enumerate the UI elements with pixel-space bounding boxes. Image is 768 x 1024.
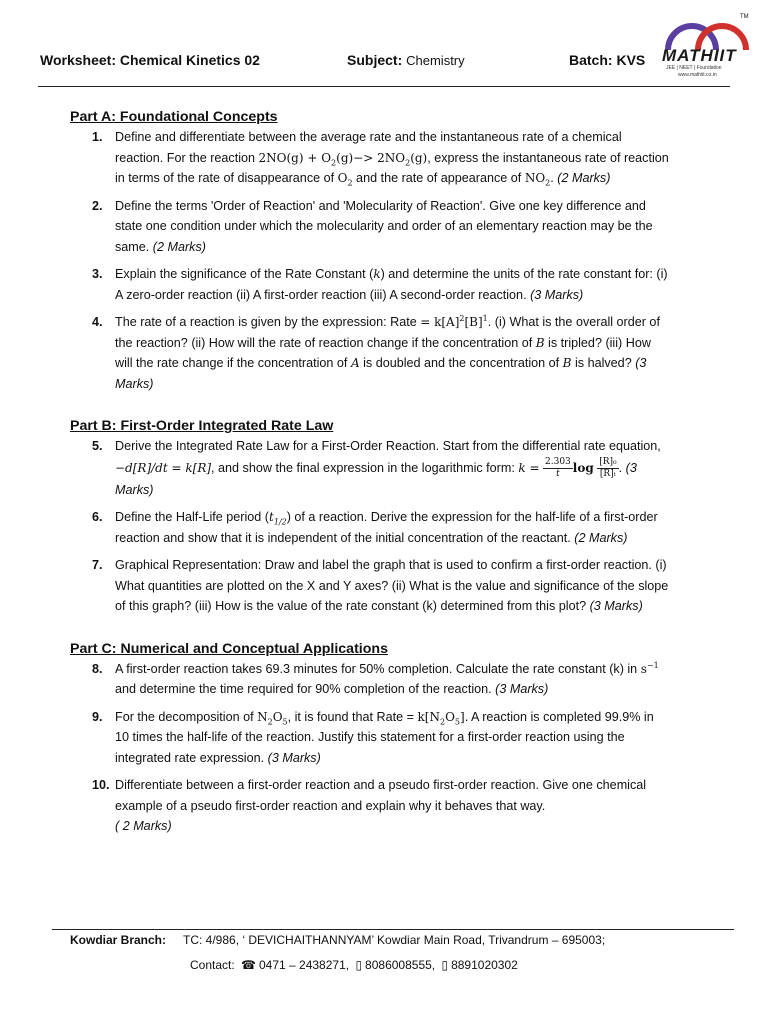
- marks-label: (3 Marks): [495, 682, 549, 696]
- reaction-equation: [259, 151, 428, 165]
- batch-label: Batch:: [569, 52, 613, 68]
- branch-address: TC: 4/986, ‘ DEVICHAITHANNYAM’ Kowdiar Main Road, Trivandrum – 695003;: [183, 933, 606, 947]
- n2o5-formula: [257, 710, 288, 724]
- question-text: is halved?: [571, 356, 636, 370]
- mathiit-logo: [660, 12, 760, 82]
- eq-subscript: 2: [545, 178, 551, 188]
- marks-label: (3 Marks): [267, 750, 321, 765]
- eq-part: = k[A]: [420, 315, 460, 329]
- k-equals: k =: [518, 460, 540, 475]
- question-text: Graphical Representation: Draw and label the graph that is used to confirm a first-order reaction. (i) What quantities are plotted on the X and Y axes? (ii) What is the value and significance of the slope of this graph? (iii) How is the value of the rate constant (k) determined from this plot?: [115, 558, 669, 613]
- subject: [347, 52, 465, 68]
- fraction-numerator: 2.303: [545, 456, 571, 467]
- question-number: 1.: [92, 130, 103, 144]
- o2-formula: [337, 171, 353, 188]
- question-number: 4.: [92, 315, 103, 329]
- question-number: 8.: [92, 661, 103, 676]
- part-c-title: Part C: Numerical and Conceptual Applications: [70, 640, 388, 657]
- eq-part: O: [445, 709, 455, 724]
- question-2: [70, 196, 670, 258]
- branch-label: Kowdiar Branch:: [70, 933, 167, 947]
- eq-subscript: 2: [267, 716, 273, 726]
- question-text: Derive the Integrated Rate Law for a First-Order Reaction. Start from the differential rate equation,: [115, 439, 661, 453]
- logo-brand: MATHIIT: [662, 46, 737, 65]
- marks-label: (2 Marks): [574, 530, 628, 545]
- differential-equation: −d[R]/dt = k[R]: [115, 460, 212, 475]
- fraction-denominator: [R]ₜ: [599, 468, 616, 479]
- marks-label: (3 Marks): [115, 460, 637, 497]
- marks-label: (3 Marks): [115, 356, 647, 391]
- question-text: Define the terms 'Order of Reaction' and 'Molecularity of Reaction'. Give one key difference and state one condition under which the molecularity and order of an elementary reaction may be the same.: [115, 198, 653, 254]
- mobile-phone-icon: ▯: [441, 958, 449, 972]
- question-number: 5.: [92, 439, 103, 453]
- question-text: Define and differentiate between the average rate and the instantaneous rate of a chemical reaction. For the reaction: [115, 130, 622, 165]
- question-text: . A reaction is completed 99.9% in 10 times the half-life of the reaction. Justify this statement for a first-order reaction using the integrated rate expression.: [115, 709, 654, 765]
- question-number: 10.: [92, 778, 110, 792]
- eq-superscript: 2: [459, 314, 465, 323]
- subject-label: Subject:: [347, 52, 403, 68]
- part-a-title: Part A: Foundational Concepts: [70, 109, 278, 125]
- question-text: Differentiate between a first-order reaction and a pseudo first-order reaction. Give one chemical example of a pseudo first-order reaction and explain why it behaves that way.: [115, 778, 647, 813]
- footer-divider: [52, 929, 734, 930]
- eq-part: O: [337, 171, 348, 185]
- question-number: 2.: [92, 198, 103, 213]
- eq-part: (g)−> 2NO: [336, 150, 406, 165]
- question-text: A first-order reaction takes 69.3 minutes for 50% completion. Calculate the rate constant (k) in: [115, 661, 641, 676]
- fraction-denominator: t: [556, 468, 560, 479]
- worksheet-label: Worksheet:: [40, 52, 116, 68]
- marks-label: (2 Marks): [152, 239, 206, 254]
- eq-superscript: −1: [646, 660, 659, 670]
- worksheet-value: Chemical Kinetics 02: [119, 52, 260, 68]
- eq-part: ]: [460, 709, 465, 724]
- eq-part: [B]: [464, 315, 483, 329]
- eq-subscript: 2: [439, 716, 446, 726]
- question-text: , it is found that Rate =: [287, 709, 418, 724]
- eq-subscript: 2: [331, 157, 337, 167]
- question-text: Explain the significance of the Rate Constant (: [115, 267, 374, 281]
- question-text: and the rate of appearance of: [352, 171, 525, 185]
- question-text: is tripled? (iii) How will the rate change if the concentration of: [115, 335, 651, 370]
- header-divider: [38, 86, 730, 87]
- eq-part: N: [257, 709, 268, 724]
- rate-law: [418, 710, 465, 724]
- question-4: [70, 312, 670, 394]
- question-number: 3.: [92, 267, 103, 281]
- worksheet-content: [70, 108, 670, 844]
- question-text: .: [618, 460, 626, 475]
- b-symbol: B: [562, 356, 572, 370]
- question-9: [70, 707, 670, 769]
- question-text: The rate of a reaction is given by the expression: Rate: [115, 315, 421, 329]
- logo-tagline: JEE | NEET | Foundation: [666, 65, 722, 71]
- question-text: ) and determine the units of the rate constant for: (i) A zero-order reaction (ii) A first-order reaction (iii) A second-order reaction.: [115, 267, 668, 302]
- question-number: 6.: [92, 510, 103, 524]
- fraction-numerator: [R]₀: [599, 456, 617, 467]
- b-symbol: B: [535, 335, 545, 350]
- telephone-icon: ☎: [241, 958, 256, 972]
- marks-label: (3 Marks): [589, 599, 643, 613]
- batch: [569, 52, 645, 68]
- part-b-title: Part B: First-Order Integrated Rate Law: [70, 418, 334, 434]
- question-10: [70, 775, 670, 837]
- question-text: and determine the time required for 90% completion of the reaction.: [115, 682, 496, 696]
- no2-formula: [524, 171, 551, 188]
- eq-part: k[N: [417, 709, 440, 724]
- half-life-symbol: [269, 510, 287, 527]
- question-text: For the decomposition of: [115, 709, 258, 724]
- question-7: [70, 555, 670, 617]
- eq-part: 2NO(g) + O: [258, 150, 332, 165]
- question-text: .: [550, 171, 558, 185]
- question-1: [70, 127, 670, 189]
- question-text: , and show the final expression in the logarithmic form:: [211, 460, 519, 475]
- log-operator: log: [572, 460, 594, 475]
- eq-part: NO: [524, 171, 546, 185]
- fraction-2303-over-t: [543, 457, 573, 480]
- phone-mobile-2: 8891020302: [451, 958, 518, 972]
- trademark: TM: [740, 14, 749, 20]
- unit-per-second: [641, 662, 659, 676]
- contact-line: [190, 958, 518, 972]
- phone-mobile-1: 8086008555,: [365, 958, 436, 972]
- rate-expression: [420, 315, 488, 329]
- eq-subscript: 1/2: [273, 517, 287, 527]
- eq-subscript: 2: [405, 157, 411, 167]
- question-text: , express the instantaneous rate of reaction in terms of the rate of disappearance of: [115, 150, 669, 185]
- question-5: [70, 436, 670, 500]
- question-number: 7.: [92, 558, 103, 572]
- eq-part: t: [269, 510, 274, 524]
- eq-part: s: [640, 661, 647, 676]
- question-text: ) of a reaction. Derive the expression for the half-life of a first-order reaction and show that it is independent of the initial concentration of the reactant.: [115, 510, 658, 545]
- worksheet-title: [40, 52, 260, 68]
- eq-superscript: 1: [482, 314, 488, 323]
- question-text: Define the Half-Life period (: [115, 510, 270, 524]
- question-6: [70, 507, 670, 548]
- question-text: is doubled and the concentration of: [359, 356, 563, 370]
- question-text: . (i) What is the overall order of the reaction? (ii) How will the rate of reaction change if the concentration of: [115, 315, 660, 350]
- a-symbol: A: [350, 356, 360, 370]
- eq-part: O: [272, 709, 283, 724]
- k-symbol: k: [373, 267, 381, 281]
- phone-landline: 0471 – 2438271,: [259, 958, 350, 972]
- eq-subscript: 2: [347, 178, 353, 188]
- eq-part: (g): [410, 150, 428, 165]
- subject-value: Chemistry: [406, 53, 465, 68]
- mobile-phone-icon: ▯: [355, 958, 363, 972]
- question-8: [70, 659, 670, 700]
- marks-label: ( 2 Marks): [115, 819, 172, 833]
- header: [0, 0, 768, 88]
- marks-label: (3 Marks): [530, 287, 584, 302]
- question-number: 9.: [92, 709, 103, 724]
- eq-subscript: 5: [454, 716, 460, 726]
- batch-value: KVS: [616, 52, 646, 68]
- contact-label: Contact:: [190, 958, 235, 972]
- marks-label: (2 Marks): [557, 171, 611, 185]
- fraction-r0-over-rt: [597, 457, 618, 480]
- question-3: [70, 264, 670, 305]
- logo-website: www.mathiit.co.in: [678, 72, 717, 78]
- eq-subscript: 5: [282, 716, 288, 726]
